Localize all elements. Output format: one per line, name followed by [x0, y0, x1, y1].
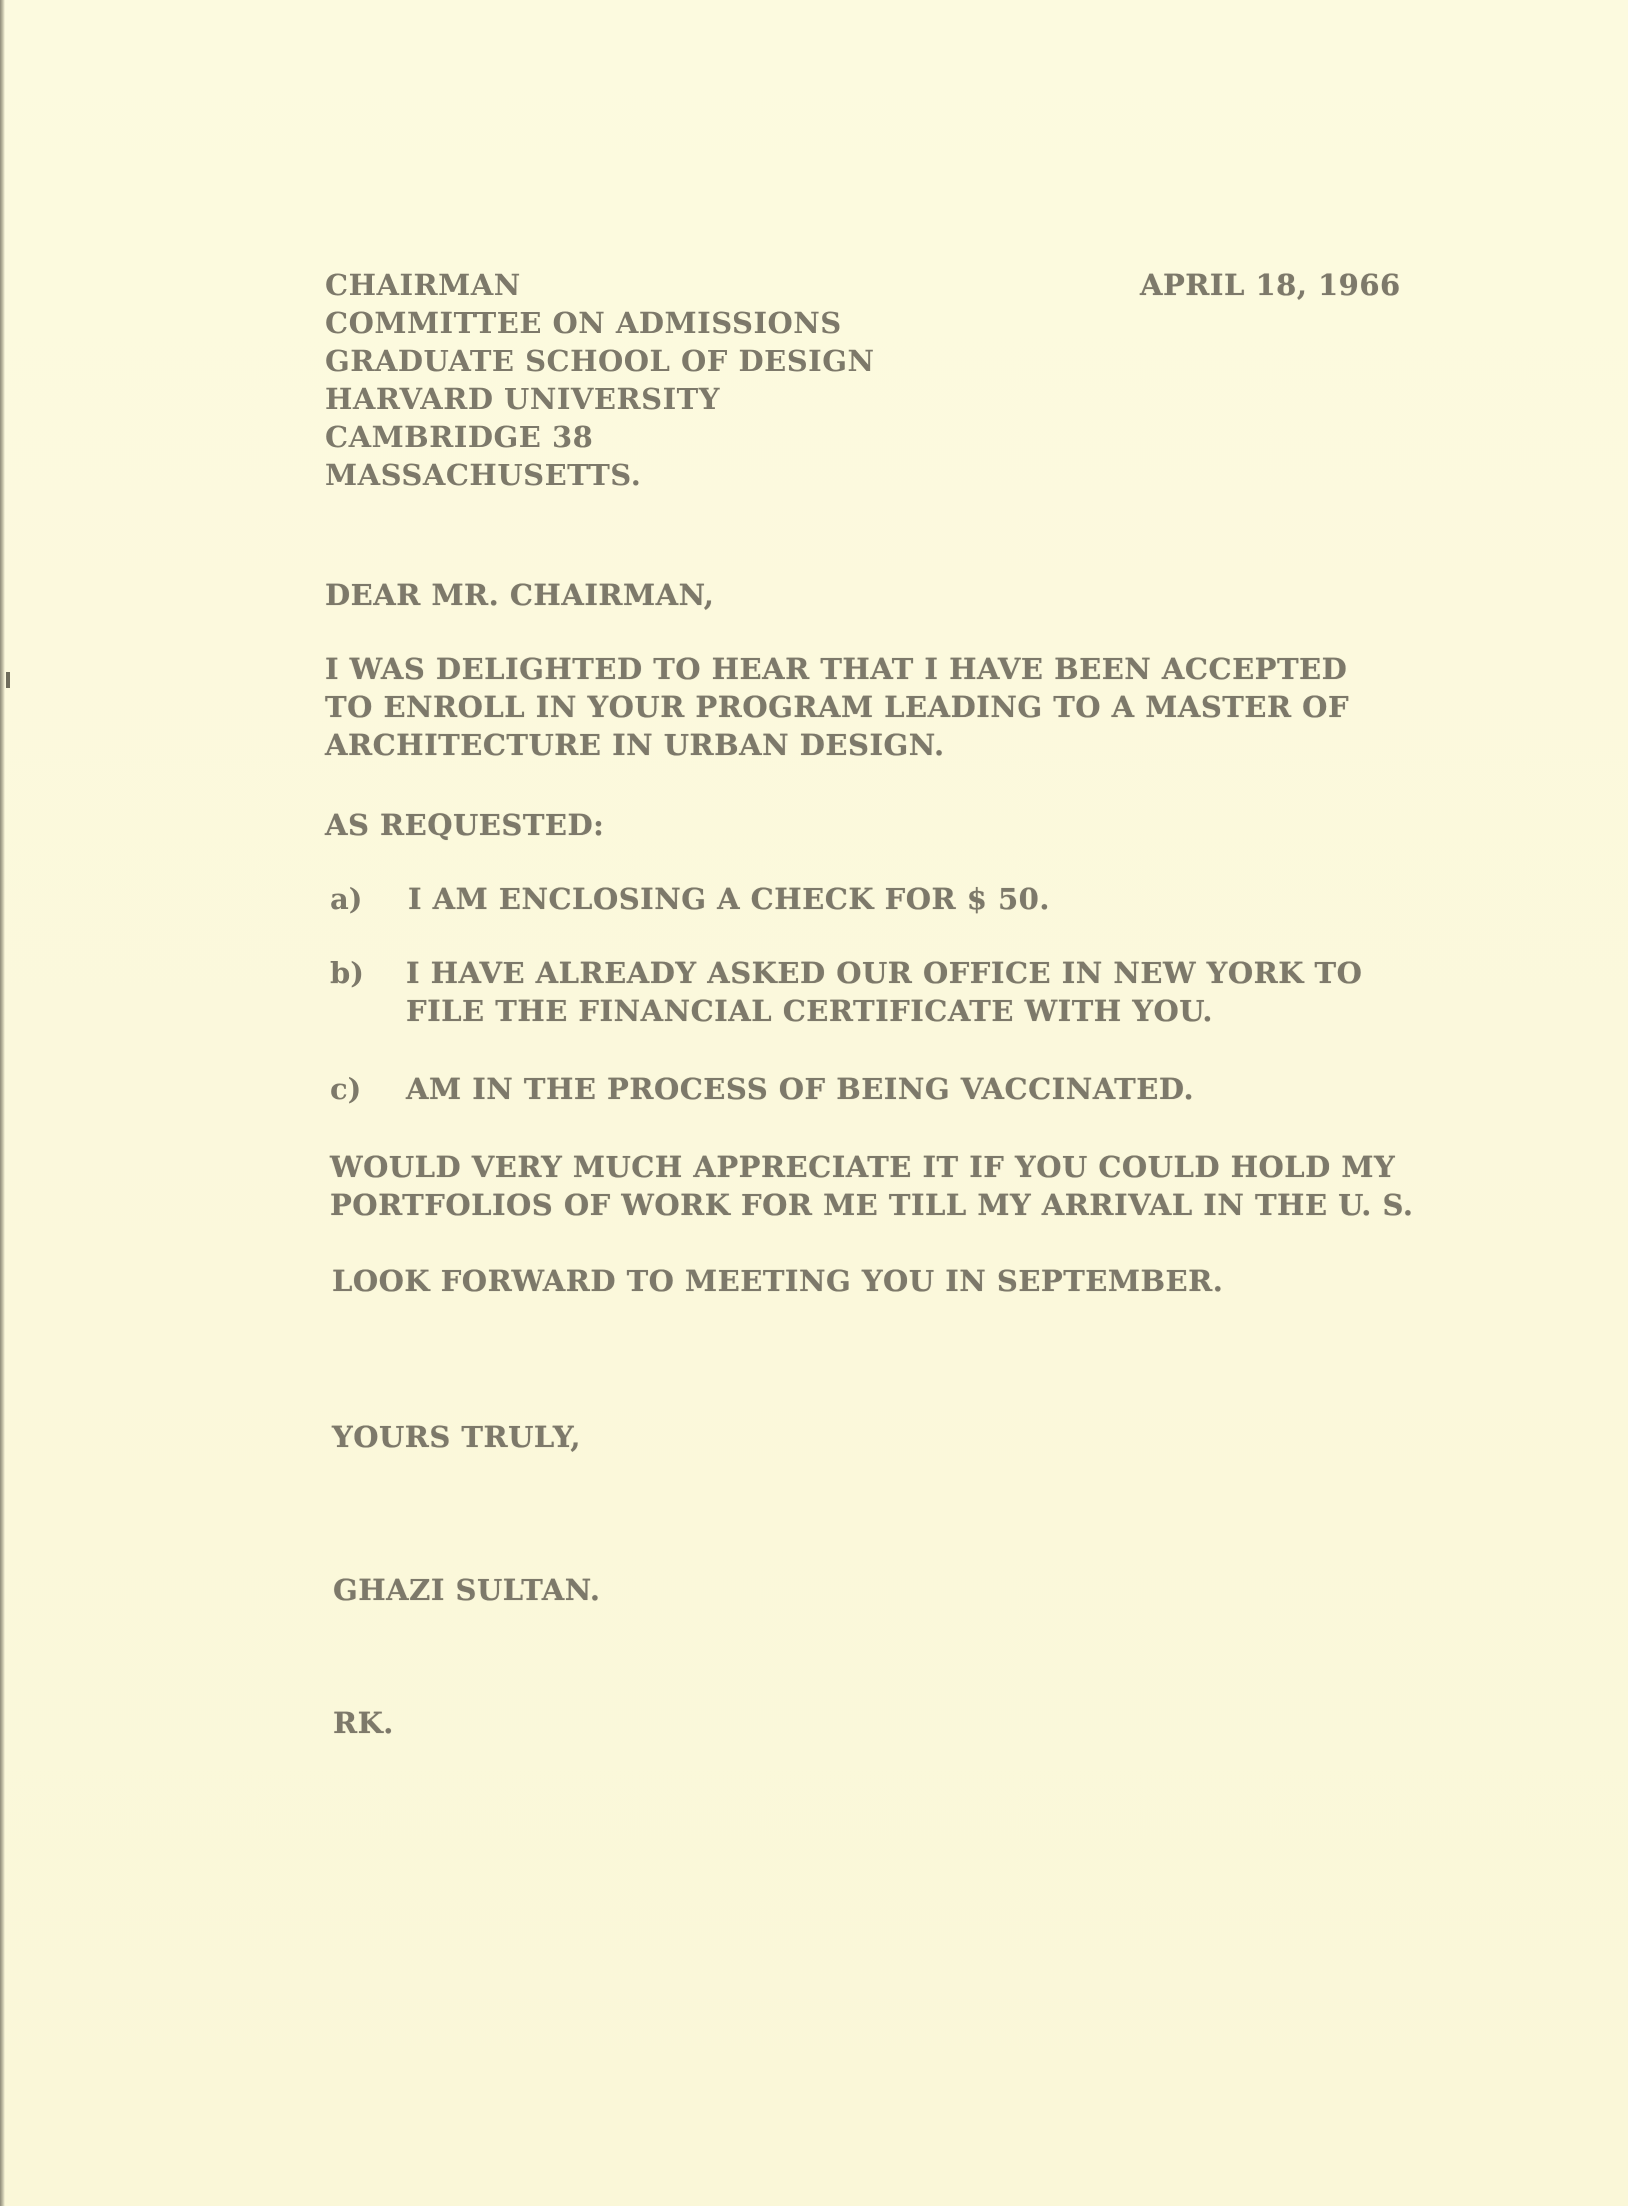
- recipient-line: CAMBRIDGE 38: [325, 420, 594, 454]
- sign-off: YOURS TRULY,: [332, 1420, 581, 1454]
- list-item-text: I HAVE ALREADY ASKED OUR OFFICE IN NEW YORK TO: [406, 956, 1363, 990]
- intro-line: ARCHITECTURE IN URBAN DESIGN.: [325, 728, 945, 762]
- list-item-text: I AM ENCLOSING A CHECK FOR $ 50.: [408, 882, 1050, 916]
- list-item-label: a): [330, 882, 363, 916]
- salutation: DEAR MR. CHAIRMAN,: [325, 578, 715, 612]
- list-item-text: FILE THE FINANCIAL CERTIFICATE WITH YOU.: [406, 994, 1213, 1028]
- intro-line: I WAS DELIGHTED TO HEAR THAT I HAVE BEEN ACCEPTED: [325, 652, 1348, 686]
- page-edge-mark: [6, 672, 10, 688]
- recipient-line: CHAIRMAN: [325, 268, 521, 302]
- list-item-label: b): [330, 956, 364, 990]
- page-left-edge: [0, 0, 5, 2206]
- intro-line: TO ENROLL IN YOUR PROGRAM LEADING TO A MASTER OF: [325, 690, 1350, 724]
- closing-line: LOOK FORWARD TO MEETING YOU IN SEPTEMBER.: [332, 1264, 1224, 1298]
- list-item-label: c): [330, 1072, 362, 1106]
- request-line: PORTFOLIOS OF WORK FOR ME TILL MY ARRIVAL IN THE U. S.: [330, 1188, 1414, 1222]
- request-line: WOULD VERY MUCH APPRECIATE IT IF YOU COULD HOLD MY: [330, 1150, 1396, 1184]
- recipient-line: HARVARD UNIVERSITY: [325, 382, 720, 416]
- recipient-line: GRADUATE SCHOOL OF DESIGN: [325, 344, 875, 378]
- recipient-line: COMMITTEE ON ADMISSIONS: [325, 306, 842, 340]
- letter-date: APRIL 18, 1966: [1140, 268, 1401, 302]
- as-requested-heading: AS REQUESTED:: [325, 808, 605, 842]
- signature-name: GHAZI SULTAN.: [333, 1573, 601, 1607]
- list-item-text: AM IN THE PROCESS OF BEING VACCINATED.: [406, 1072, 1195, 1106]
- recipient-line: MASSACHUSETTS.: [325, 458, 642, 492]
- typist-initials: RK.: [333, 1706, 394, 1740]
